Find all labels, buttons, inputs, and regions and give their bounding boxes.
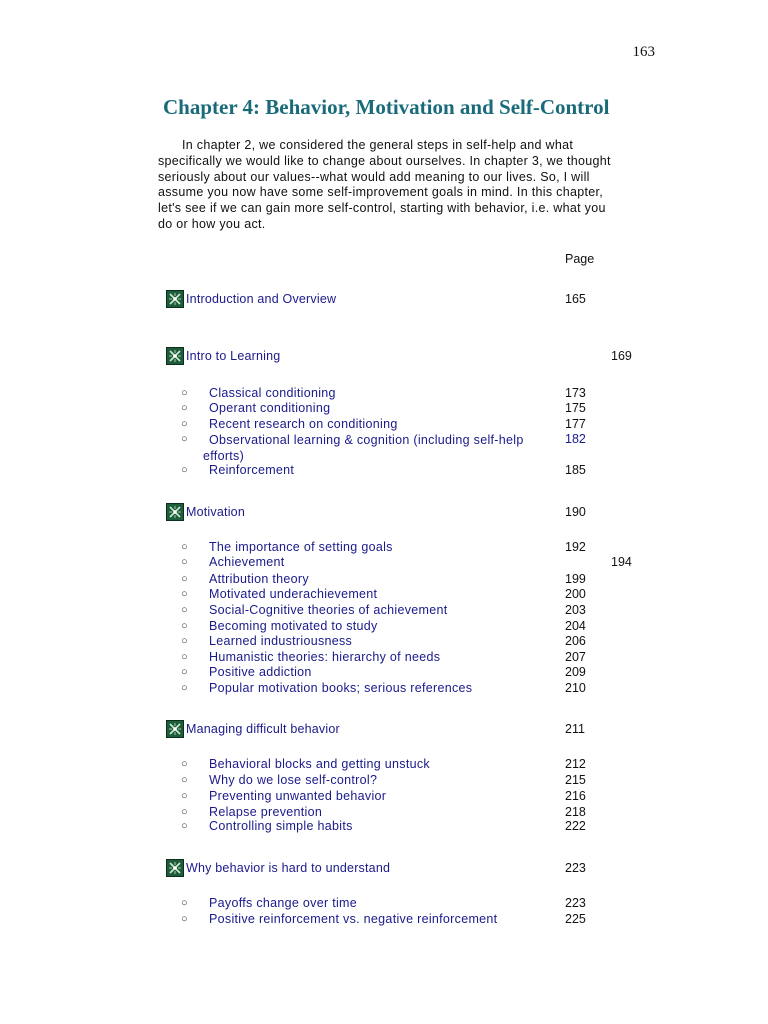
subsection-page-number: 175 — [565, 401, 586, 415]
subsection-page-number: 218 — [565, 805, 586, 819]
subsection-link[interactable]: Achievement — [209, 555, 285, 569]
bullet-icon: ○ — [181, 620, 188, 632]
subsection-link[interactable]: Social-Cognitive theories of achievement — [209, 603, 448, 617]
subsection-page-number: 194 — [611, 555, 632, 569]
subsection-link[interactable]: Classical conditioning — [209, 386, 336, 400]
subsection-link[interactable]: The importance of setting goals — [209, 540, 393, 554]
subsection-link[interactable]: Operant conditioning — [209, 401, 331, 415]
bullet-icon: ○ — [181, 806, 188, 818]
intro-text: In chapter 2, we considered the general steps in self-help and what specifically we would like to change about ourselves. In chapter 3, we thought seriously about our values--what would add meaning to our lives. So, I will assume you now have some self-improvement goals in mind. In this chapter, let's see if we can gain more self-control, starting with behavior, i.e. what you do or how you act. — [158, 138, 611, 231]
bullet-icon: ○ — [181, 604, 188, 616]
bullet-icon: ○ — [181, 790, 188, 802]
bullet-icon: ○ — [181, 573, 188, 585]
bullet-icon: ○ — [181, 651, 188, 663]
section-link[interactable]: Motivation — [186, 505, 245, 519]
subsection-page-number: 199 — [565, 572, 586, 586]
section-link[interactable]: Introduction and Overview — [186, 292, 337, 306]
subsection-link[interactable]: Behavioral blocks and getting unstuck — [209, 757, 430, 771]
section-icon — [166, 347, 184, 365]
section-icon — [166, 859, 184, 877]
subsection-page-number: 207 — [565, 650, 586, 664]
section-page-number: 190 — [565, 505, 586, 519]
bullet-icon: ○ — [181, 820, 188, 832]
subsection-page-number: 223 — [565, 896, 586, 910]
bullet-icon: ○ — [181, 635, 188, 647]
section-link[interactable]: Intro to Learning — [186, 349, 281, 363]
section-page-number: 169 — [611, 349, 632, 363]
bullet-icon: ○ — [181, 682, 188, 694]
subsection-page-number: 192 — [565, 540, 586, 554]
subsection-link[interactable]: Why do we lose self-control? — [209, 773, 378, 787]
subsection-link[interactable]: Positive addiction — [209, 665, 312, 679]
subsection-link[interactable]: Reinforcement — [209, 463, 295, 477]
bullet-icon: ○ — [181, 433, 188, 445]
bullet-icon: ○ — [181, 666, 188, 678]
subsection-page-number: 206 — [565, 634, 586, 648]
subsection-page-number: 215 — [565, 773, 586, 787]
subsection-page-number: 222 — [565, 819, 586, 833]
subsection-page-number: 203 — [565, 603, 586, 617]
subsection-page-number: 216 — [565, 789, 586, 803]
subsection-link[interactable]: Humanistic theories: hierarchy of needs — [209, 650, 441, 664]
section-icon — [166, 290, 184, 308]
section-link[interactable]: Managing difficult behavior — [186, 722, 340, 736]
subsection-link[interactable]: Positive reinforcement vs. negative reinforcement — [209, 912, 498, 926]
subsection-link[interactable]: Becoming motivated to study — [209, 619, 378, 633]
section-link[interactable]: Why behavior is hard to understand — [186, 861, 391, 875]
subsection-link[interactable]: Recent research on conditioning — [209, 417, 398, 431]
subsection-page-number: 185 — [565, 463, 586, 477]
page-number: 163 — [632, 44, 655, 60]
subsection-link[interactable]: Relapse prevention — [209, 805, 323, 819]
section-icon — [166, 503, 184, 521]
page-column-header: Page — [565, 252, 595, 266]
bullet-icon: ○ — [181, 387, 188, 399]
bullet-icon: ○ — [181, 588, 188, 600]
chapter-title: Chapter 4: Behavior, Motivation and Self-Control — [163, 95, 610, 119]
subsection-page-number: 212 — [565, 757, 586, 771]
subsection-link[interactable]: Payoffs change over time — [209, 896, 358, 910]
subsection-link[interactable]: Motivated underachievement — [209, 587, 378, 601]
subsection-page-number: 209 — [565, 665, 586, 679]
bullet-icon: ○ — [181, 541, 188, 553]
section-page-number: 165 — [565, 292, 586, 306]
subsection-page-number: 173 — [565, 386, 586, 400]
bullet-icon: ○ — [181, 556, 188, 568]
intro-paragraph — [158, 138, 618, 233]
section-page-number: 223 — [565, 861, 586, 875]
bullet-icon: ○ — [181, 464, 188, 476]
bullet-icon: ○ — [181, 774, 188, 786]
subsection-page-number: 200 — [565, 587, 586, 601]
subsection-link[interactable]: Observational learning & cognition (including self-help efforts) — [203, 433, 524, 463]
subsection-link[interactable]: Attribution theory — [209, 572, 309, 586]
subsection-page-number: 210 — [565, 681, 586, 695]
bullet-icon: ○ — [181, 897, 188, 909]
subsection-link[interactable]: Preventing unwanted behavior — [209, 789, 387, 803]
subsection-page-number: 177 — [565, 417, 586, 431]
subsection-link[interactable]: Learned industriousness — [209, 634, 353, 648]
section-page-number: 211 — [565, 722, 585, 736]
subsection-page-number: 225 — [565, 912, 586, 926]
subsection-page-number: 204 — [565, 619, 586, 633]
section-icon — [166, 720, 184, 738]
bullet-icon: ○ — [181, 913, 188, 925]
bullet-icon: ○ — [181, 758, 188, 770]
subsection-page-number: 182 — [565, 432, 586, 446]
subsection-link[interactable]: Controlling simple habits — [209, 819, 353, 833]
bullet-icon: ○ — [181, 418, 188, 430]
bullet-icon: ○ — [181, 402, 188, 414]
subsection-link[interactable]: Popular motivation books; serious references — [209, 681, 473, 695]
